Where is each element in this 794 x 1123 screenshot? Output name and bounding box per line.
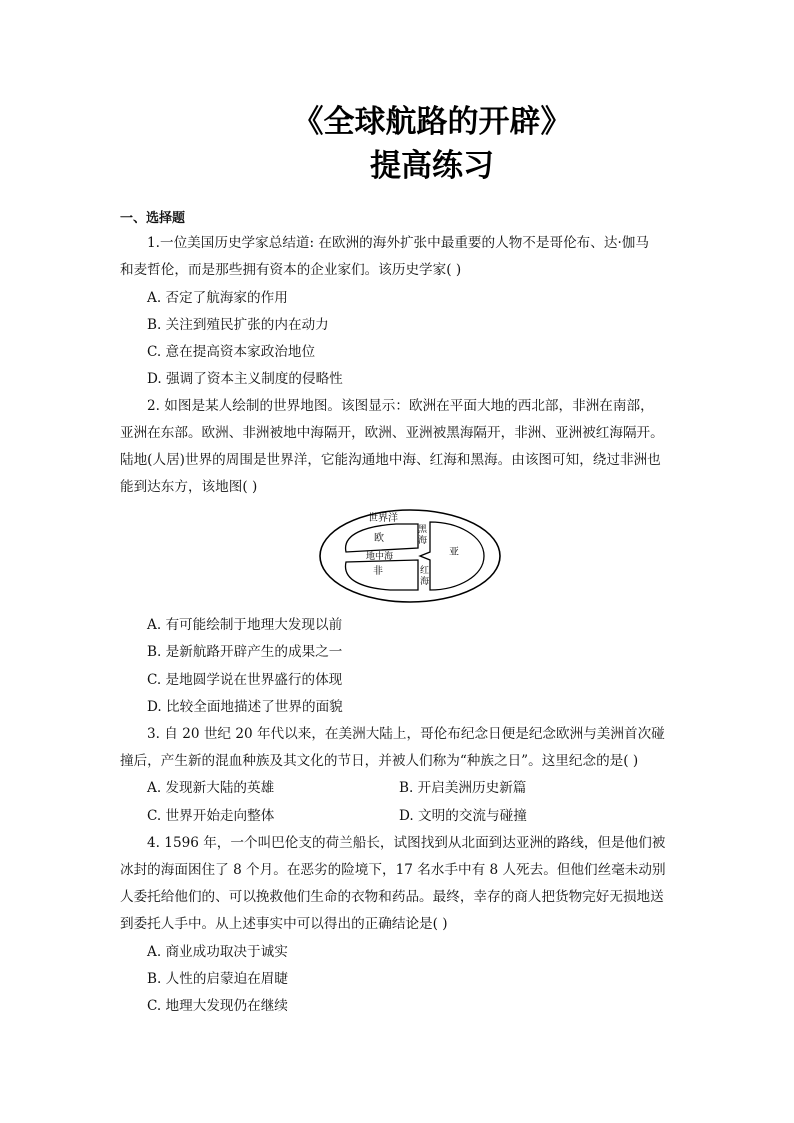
question-2-line-1: 2. 如图是某人绘制的世界地图。该图显示：欧洲在平面大地的西北部，非洲在南部， bbox=[147, 398, 654, 414]
question-4-line-3: 人委托给他们的、可以挽救他们生命的衣物和药品。最终，幸存的商人把货物完好无损地送 bbox=[120, 889, 664, 905]
question-1-option-b: B. 关注到殖民扩张的内在动力 bbox=[147, 317, 329, 333]
red-sea-label-1: 红 bbox=[420, 566, 430, 576]
question-4-line-4: 到委托人手中。从上述事实中可以得出的正确结论是( ) bbox=[120, 916, 448, 932]
question-4-line-1: 4. 1596 年，一个叫巴伦支的荷兰船长，试图找到从北面到达亚洲的路线，但是他们被 bbox=[147, 835, 666, 851]
africa-label: 非 bbox=[373, 566, 383, 577]
question-2-option-d: D. 比较全面地描述了世界的面貌 bbox=[147, 699, 343, 715]
question-2-line-3: 陆地(人居)世界的周围是世界洋，它能沟通地中海、红海和黑海。由该图可知，绕过非洲也 bbox=[120, 452, 661, 468]
ocean-label: 世界洋 bbox=[368, 513, 398, 524]
section-heading: 一、选择题 bbox=[120, 211, 186, 226]
question-2-option-c: C. 是地圆学说在世界盛行的体现 bbox=[147, 672, 343, 688]
question-1-line-2: 和麦哲伦，而是那些拥有资本的企业家们。该历史学家( ) bbox=[120, 262, 462, 278]
question-2-option-a: A. 有可能绘制于地理大发现以前 bbox=[147, 617, 343, 633]
question-1-option-d: D. 强调了资本主义制度的侵略性 bbox=[147, 371, 343, 387]
question-3-option-a: A. 发现新大陆的英雄 bbox=[147, 780, 275, 796]
question-4-option-b: B. 人性的启蒙迫在眉睫 bbox=[147, 971, 288, 987]
question-2-line-2: 亚洲在东部。欧洲、非洲被地中海隔开，欧洲、亚洲被黑海隔开，非洲、亚洲被红海隔开。 bbox=[120, 425, 664, 441]
question-1-option-c: C. 意在提高资本家政治地位 bbox=[147, 344, 316, 360]
black-sea-label-2: 海 bbox=[418, 536, 428, 546]
asia-label: 亚 bbox=[449, 547, 459, 558]
question-3-line-2: 撞后，产生新的混血种族及其文化的节日，并被人们称为“种族之日”。这里纪念的是( ) bbox=[120, 753, 639, 769]
question-3-option-b: B. 开启美洲历史新篇 bbox=[399, 780, 527, 796]
question-1-line-1: 1.一位美国历史学家总结道: 在欧洲的海外扩张中最重要的人物不是哥伦布、达·伽马 bbox=[147, 235, 649, 251]
question-4-line-2: 冰封的海面困住了 8 个月。在恶劣的险境下，17 名水手中有 8 人死去。但他们丝毫未动别 bbox=[120, 862, 666, 878]
world-map-diagram bbox=[318, 508, 502, 604]
question-4-option-a: A. 商业成功取决于诚实 bbox=[147, 944, 288, 960]
mediterranean-label: 地中海 bbox=[366, 552, 394, 562]
question-4-option-c: C. 地理大发现仍在继续 bbox=[147, 998, 288, 1014]
page-title: 《全球航路的开辟》 bbox=[292, 104, 572, 140]
question-3-option-c: C. 世界开始走向整体 bbox=[147, 808, 275, 824]
red-sea-label-2: 海 bbox=[420, 577, 430, 587]
question-1-option-a: A. 否定了航海家的作用 bbox=[147, 290, 288, 306]
page-subtitle: 提高练习 bbox=[370, 148, 494, 184]
question-3-option-d: D. 文明的交流与碰撞 bbox=[399, 808, 527, 824]
europe-label: 欧 bbox=[374, 533, 384, 544]
question-3-line-1: 3. 自 20 世纪 20 年代以来，在美洲大陆上，哥伦布纪念日便是纪念欧洲与美洲首次碰 bbox=[147, 726, 665, 742]
question-2-option-b: B. 是新航路开辟产生的成果之一 bbox=[147, 644, 343, 660]
question-2-line-4: 能到达东方，该地图( ) bbox=[120, 479, 258, 495]
black-sea-label-1: 黑 bbox=[418, 525, 428, 535]
